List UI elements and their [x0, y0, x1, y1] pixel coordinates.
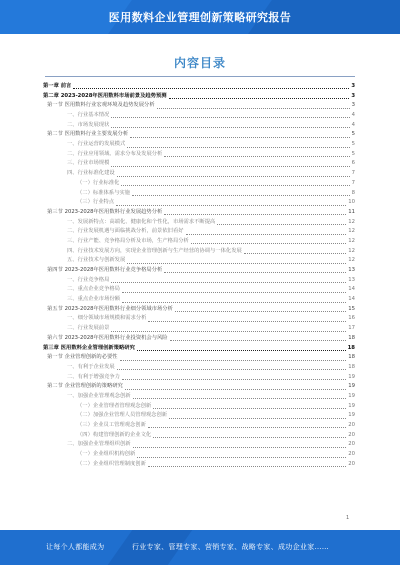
toc-entry-page: 17: [348, 325, 355, 332]
page-number: 1: [346, 515, 350, 521]
toc-entry-page: 8: [351, 189, 355, 196]
toc-entry-page: 10: [348, 199, 355, 206]
toc-leader-dots: [133, 447, 347, 448]
toc-entry-text: 二、行业发展机遇与面临挑战分析，前景依旧看好: [67, 228, 184, 235]
toc-leader-dots: [111, 127, 349, 128]
toc-entry-text: 一、加强企业管理观念创新: [67, 392, 131, 399]
toc-entry[interactable]: [43, 247, 355, 257]
toc-entry[interactable]: [43, 353, 355, 363]
toc-entry-text: 二、重点企业竞争格局: [67, 286, 120, 293]
toc-entry-page: 19: [348, 373, 355, 380]
toc-entry-page: 20: [348, 422, 355, 429]
toc-entry-text: （一）企业组织机构创新: [77, 451, 136, 458]
toc-entry[interactable]: [43, 334, 355, 344]
toc-entry-text: 一、行业基本情况: [67, 112, 110, 119]
toc-entry[interactable]: [43, 218, 355, 228]
toc-leader-dots: [153, 408, 346, 409]
toc-entry-page: 20: [348, 451, 355, 458]
toc-entry-page: 14: [348, 296, 355, 303]
toc-leader-dots: [148, 427, 346, 428]
toc-leader-dots: [111, 331, 346, 332]
toc-leader-dots: [111, 117, 349, 118]
toc-leader-dots: [175, 311, 346, 312]
toc-leader-dots: [122, 302, 346, 303]
toc-leader-dots: [111, 166, 349, 167]
footer-slogan-left: 让每个人都能成为: [46, 543, 105, 551]
toc-leader-dots: [148, 321, 346, 322]
toc-entry-text: 一、行业竞争格局: [67, 276, 110, 283]
toc-leader-dots: [164, 214, 346, 215]
toc-entry-text: 二、有利于增强竞争力: [67, 373, 120, 380]
toc-entry-page: 4: [351, 121, 355, 128]
toc-leader-dots: [191, 243, 346, 244]
toc-entry[interactable]: [43, 411, 355, 421]
toc-entry[interactable]: [43, 130, 355, 140]
toc-entry-text: （二）加强企业管理人员管理观念创新: [77, 412, 168, 419]
document-title: 医用数料企业管理创新策略研究报告: [108, 11, 292, 24]
toc-leader-dots: [130, 137, 349, 138]
toc-entry-text: （二）标准体系与实施: [77, 189, 130, 196]
toc-entry-page: 6: [351, 160, 355, 167]
toc-entry[interactable]: [43, 150, 355, 160]
toc-entry[interactable]: [43, 285, 355, 295]
toc-title: 内容目录: [173, 56, 226, 70]
toc-entry[interactable]: [43, 276, 355, 286]
toc-leader-dots: [137, 350, 346, 351]
toc-entry-text: 一、细分领域市场规模和需求分析: [67, 315, 147, 322]
toc-entry-page: 12: [348, 228, 355, 235]
toc-entry-page: 7: [351, 179, 355, 186]
toc-leader-dots: [133, 398, 347, 399]
toc-entry-page: 12: [348, 218, 355, 225]
toc-entry[interactable]: [43, 460, 355, 470]
toc-entry-text: 二、行业应用领域、需求分布及发展分析: [67, 150, 163, 157]
toc-entry-page: 3: [351, 82, 355, 89]
toc-entry[interactable]: [43, 189, 355, 199]
toc-entry-page: 11: [348, 208, 355, 215]
toc-entry[interactable]: [43, 315, 355, 325]
toc-leader-dots: [157, 108, 350, 109]
toc-entry[interactable]: [43, 237, 355, 247]
toc-leader-dots: [137, 457, 346, 458]
toc-entry-text: 第三节 2023-2028年医用数料行业发展趋势分析: [47, 208, 163, 215]
toc-entry-text: 一、行业运营的发展模式: [67, 141, 126, 148]
toc-entry-text: （二）企业组织管理制度创新: [77, 460, 146, 467]
toc-entry-text: 第一节 企业管理创新的必要性: [47, 354, 118, 361]
toc-leader-dots: [120, 360, 347, 361]
toc-entry-text: 第一章 前言: [43, 82, 72, 89]
toc-entry[interactable]: [43, 266, 355, 276]
toc-divider: [45, 76, 355, 77]
toc-entry-page: 18: [348, 354, 355, 361]
toc-list: [43, 82, 355, 470]
toc-entry-page: 4: [351, 112, 355, 119]
toc-entry-text: 二、行业发展前景: [67, 325, 110, 332]
toc-entry-page: 12: [348, 247, 355, 254]
toc-entry-page: 19: [348, 392, 355, 399]
toc-entry[interactable]: [43, 450, 355, 460]
toc-entry-text: 三、重点企业市场份额: [67, 296, 120, 303]
toc-entry-text: 二、加强企业管理组织创新: [67, 441, 131, 448]
toc-leader-dots: [169, 418, 346, 419]
toc-entry[interactable]: [43, 256, 355, 266]
toc-entry-text: 第二节 企业管理创新的策略研究: [47, 383, 123, 390]
toc-leader-dots: [127, 263, 346, 264]
toc-entry[interactable]: [43, 421, 355, 431]
toc-entry-text: 第六节 2023-2028年医用数料行业投资机会与风险: [47, 334, 168, 341]
toc-entry-page: 18: [348, 334, 355, 341]
toc-entry-page: 19: [348, 383, 355, 390]
toc-entry-page: 3: [351, 92, 355, 99]
toc-entry[interactable]: [43, 140, 355, 150]
toc-entry-text: 第五节 2023-2028年医用数料行业细分领域市场分析: [47, 305, 173, 312]
toc-entry-page: 20: [348, 431, 355, 438]
toc-entry-text: 二、市场发展现状: [67, 121, 110, 128]
toc-entry[interactable]: [43, 373, 355, 383]
toc-entry-page: 13: [348, 276, 355, 283]
toc-entry[interactable]: [43, 295, 355, 305]
toc-entry-page: 5: [351, 131, 355, 138]
toc-leader-dots: [132, 195, 350, 196]
toc-entry-page: 14: [348, 286, 355, 293]
toc-entry[interactable]: [43, 363, 355, 373]
toc-entry-text: （四）构建管理创新的企业文化: [77, 431, 152, 438]
toc-entry[interactable]: [43, 392, 355, 402]
footer-banner: [0, 530, 400, 565]
toc-entry-page: 18: [348, 363, 355, 370]
toc-entry-page: 5: [351, 150, 355, 157]
toc-entry-text: 第二章 2023-2028年医用数料市场前景及趋势预测: [43, 92, 167, 99]
toc-leader-dots: [116, 205, 346, 206]
footer-slogan-right: 行业专家、管理专家、营销专家、战略专家、成功企业家……: [132, 543, 330, 551]
toc-entry-text: 三、行业产能、竞争格局分析及市场，生产格局分析: [67, 237, 189, 244]
toc-entry-text: （三）行业特点: [77, 199, 115, 206]
toc-entry-text: （一）行业标准化: [77, 179, 120, 186]
toc-entry-text: 第三章 医用数料企业管理创新策略研究: [43, 344, 135, 351]
toc-entry-text: 四、行业标准化建设: [67, 170, 115, 177]
toc-entry-page: 19: [348, 412, 355, 419]
toc-entry-text: （一）企业管理者管理观念创新: [77, 402, 152, 409]
toc-entry-text: 一、发展新特点：高端化、健康化和个性化，市场需求不断提高: [67, 218, 216, 225]
toc-leader-dots: [170, 340, 347, 341]
toc-entry-text: 第二节 医用数料行业主要发展分析: [47, 131, 129, 138]
toc-leader-dots: [164, 156, 349, 157]
toc-entry[interactable]: [43, 92, 355, 102]
toc-entry[interactable]: [43, 324, 355, 334]
toc-entry[interactable]: [43, 169, 355, 179]
toc-entry-text: （三）企业员工管理观念创新: [77, 422, 146, 429]
toc-entry-page: 18: [347, 344, 355, 351]
toc-entry[interactable]: [43, 198, 355, 208]
toc-entry-text: 一、有利于企业发展: [67, 363, 115, 370]
toc-leader-dots: [121, 185, 349, 186]
toc-leader-dots: [73, 88, 349, 89]
toc-entry-page: 20: [348, 460, 355, 467]
toc-entry[interactable]: [43, 227, 355, 237]
toc-entry-page: 15: [348, 305, 355, 312]
toc-entry[interactable]: [43, 208, 355, 218]
toc-leader-dots: [164, 272, 346, 273]
toc-entry-page: 19: [348, 402, 355, 409]
toc-entry[interactable]: [43, 344, 355, 354]
toc-leader-dots: [148, 466, 346, 467]
toc-entry[interactable]: [43, 101, 355, 111]
toc-entry-page: 12: [348, 257, 355, 264]
toc-leader-dots: [125, 389, 346, 390]
toc-leader-dots: [217, 224, 346, 225]
toc-leader-dots: [117, 176, 350, 177]
toc-leader-dots: [111, 282, 346, 283]
toc-entry-page: 13: [348, 267, 355, 274]
toc-entry-page: 20: [348, 441, 355, 448]
toc-entry[interactable]: [43, 179, 355, 189]
toc-leader-dots: [244, 253, 346, 254]
toc-entry[interactable]: [43, 382, 355, 392]
toc-entry[interactable]: [43, 305, 355, 315]
toc-entry[interactable]: [43, 160, 355, 170]
toc-leader-dots: [127, 147, 349, 148]
toc-entry-page: 12: [348, 237, 355, 244]
toc-entry[interactable]: [43, 121, 355, 131]
toc-entry-page: 3: [351, 102, 355, 109]
toc-entry-text: 三、行业市场规模: [67, 160, 110, 167]
toc-entry-page: 7: [351, 170, 355, 177]
toc-entry-page: 16: [348, 315, 355, 322]
toc-entry-text: 四、行业技术发展方向，实现企业管理创新与生产经营的协调与一体化发展: [67, 247, 242, 254]
toc-entry[interactable]: [43, 440, 355, 450]
toc-entry[interactable]: [43, 402, 355, 412]
toc-entry-text: 第一节 医用数料行业宏观环境及趋势发展分析: [47, 102, 155, 109]
toc-leader-dots: [169, 98, 350, 99]
toc-leader-dots: [153, 437, 346, 438]
toc-entry-text: 五、行业技术与创新发展: [67, 257, 126, 264]
toc-leader-dots: [122, 379, 346, 380]
toc-leader-dots: [117, 369, 347, 370]
toc-entry[interactable]: [43, 431, 355, 441]
toc-entry-text: 第四节 2023-2028年医用数料行业竞争格局分析: [47, 267, 163, 274]
toc-leader-dots: [122, 292, 346, 293]
header-banner: [0, 0, 400, 34]
toc-entry[interactable]: [43, 82, 355, 92]
toc-leader-dots: [186, 234, 347, 235]
toc-entry[interactable]: [43, 111, 355, 121]
toc-entry-page: 5: [351, 141, 355, 148]
